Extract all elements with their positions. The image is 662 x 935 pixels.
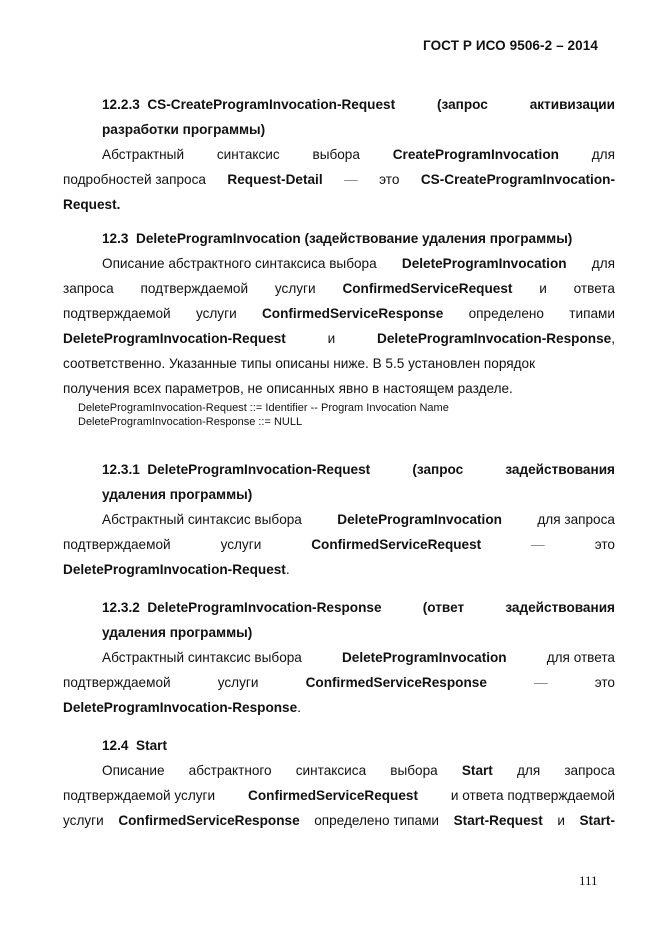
paragraph-line: DeleteProgramInvocation-Request. bbox=[63, 562, 290, 577]
heading-text: DeleteProgramInvocation-Response bbox=[147, 600, 382, 615]
asn1-definition: DeleteProgramInvocation-Request ::= Identifier -- Program Invocation Name bbox=[78, 402, 449, 414]
paragraph-line: услуги ConfirmedServiceResponse определено типами Start-Request и Start- bbox=[63, 813, 615, 828]
heading-text: (запрос bbox=[436, 97, 488, 112]
paragraph-line: DeleteProgramInvocation-Request и DeleteProgramInvocation-Response, bbox=[63, 331, 615, 346]
section-number: 12.3.2 bbox=[102, 600, 140, 615]
section-number: 12.2.3 bbox=[102, 97, 140, 112]
section-number: 12.4 bbox=[102, 738, 129, 753]
section-number: 12.3.1 bbox=[102, 462, 140, 477]
section-number: 12.3 bbox=[102, 231, 129, 246]
section-heading-12-3-1 bbox=[63, 457, 615, 482]
heading-text: (ответ bbox=[422, 600, 465, 615]
heading-text: (запрос bbox=[412, 462, 464, 477]
asn1-definition: DeleteProgramInvocation-Response ::= NULL bbox=[78, 416, 303, 428]
document-header: ГОСТ Р ИСО 9506-2 – 2014 bbox=[423, 38, 598, 53]
heading-continuation: разработки программы) bbox=[102, 122, 266, 137]
section-heading-12-3 bbox=[63, 226, 615, 251]
heading-text: CS-CreateProgramInvocation-Request bbox=[147, 97, 396, 112]
paragraph-line: Описание абстрактного синтаксиса выбора Start для запроса bbox=[102, 763, 615, 778]
heading-continuation: удаления программы) bbox=[102, 487, 253, 502]
paragraph-line: подтверждаемой услуги ConfirmedServiceRequest — это bbox=[63, 537, 615, 552]
document-body bbox=[63, 92, 615, 833]
section-heading-12-3-2 bbox=[63, 595, 615, 620]
paragraph-line: запроса подтверждаемой услуги ConfirmedServiceRequest и ответа bbox=[63, 281, 615, 296]
paragraph-line: подробностей запроса Request-Detail — это CS-CreateProgramInvocation- bbox=[63, 172, 615, 187]
heading-text: задействования bbox=[505, 600, 615, 615]
heading-text: DeleteProgramInvocation-Request bbox=[147, 462, 371, 477]
paragraph-line: подтверждаемой услуги ConfirmedServiceResponse — это bbox=[63, 675, 615, 690]
page-number: 111 bbox=[579, 873, 598, 888]
paragraph-line: подтверждаемой услуги ConfirmedServiceRequest и ответа подтверждаемой bbox=[63, 788, 615, 803]
section-heading-12-4 bbox=[63, 733, 615, 758]
heading-text: Start bbox=[136, 738, 168, 753]
paragraph-line: подтверждаемой услуги ConfirmedServiceResponse определено типами bbox=[63, 306, 615, 321]
paragraph-line: Абстрактный синтаксис выбора DeleteProgramInvocation для запроса bbox=[102, 512, 615, 527]
heading-continuation: удаления программы) bbox=[102, 625, 253, 640]
paragraph-line: Request. bbox=[63, 197, 121, 212]
paragraph-line: соответственно. Указанные типы описаны ниже. В 5.5 установлен порядок bbox=[63, 356, 536, 371]
paragraph-line: Описание абстрактного синтаксиса выбора DeleteProgramInvocation для bbox=[102, 256, 615, 271]
section-heading-12-2-3 bbox=[63, 92, 615, 117]
paragraph-line: Абстрактный синтаксис выбора CreateProgramInvocation для bbox=[102, 147, 615, 162]
paragraph-line: Абстрактный синтаксис выбора DeleteProgramInvocation для ответа bbox=[102, 650, 615, 665]
heading-text: активизации bbox=[529, 97, 615, 112]
heading-text: DeleteProgramInvocation (задействование удаления программы) bbox=[136, 231, 573, 246]
paragraph-line: получения всех параметров, не описанных явно в настоящем разделе. bbox=[63, 381, 513, 396]
heading-text: задействования bbox=[505, 462, 615, 477]
paragraph-line: DeleteProgramInvocation-Response. bbox=[63, 700, 301, 715]
